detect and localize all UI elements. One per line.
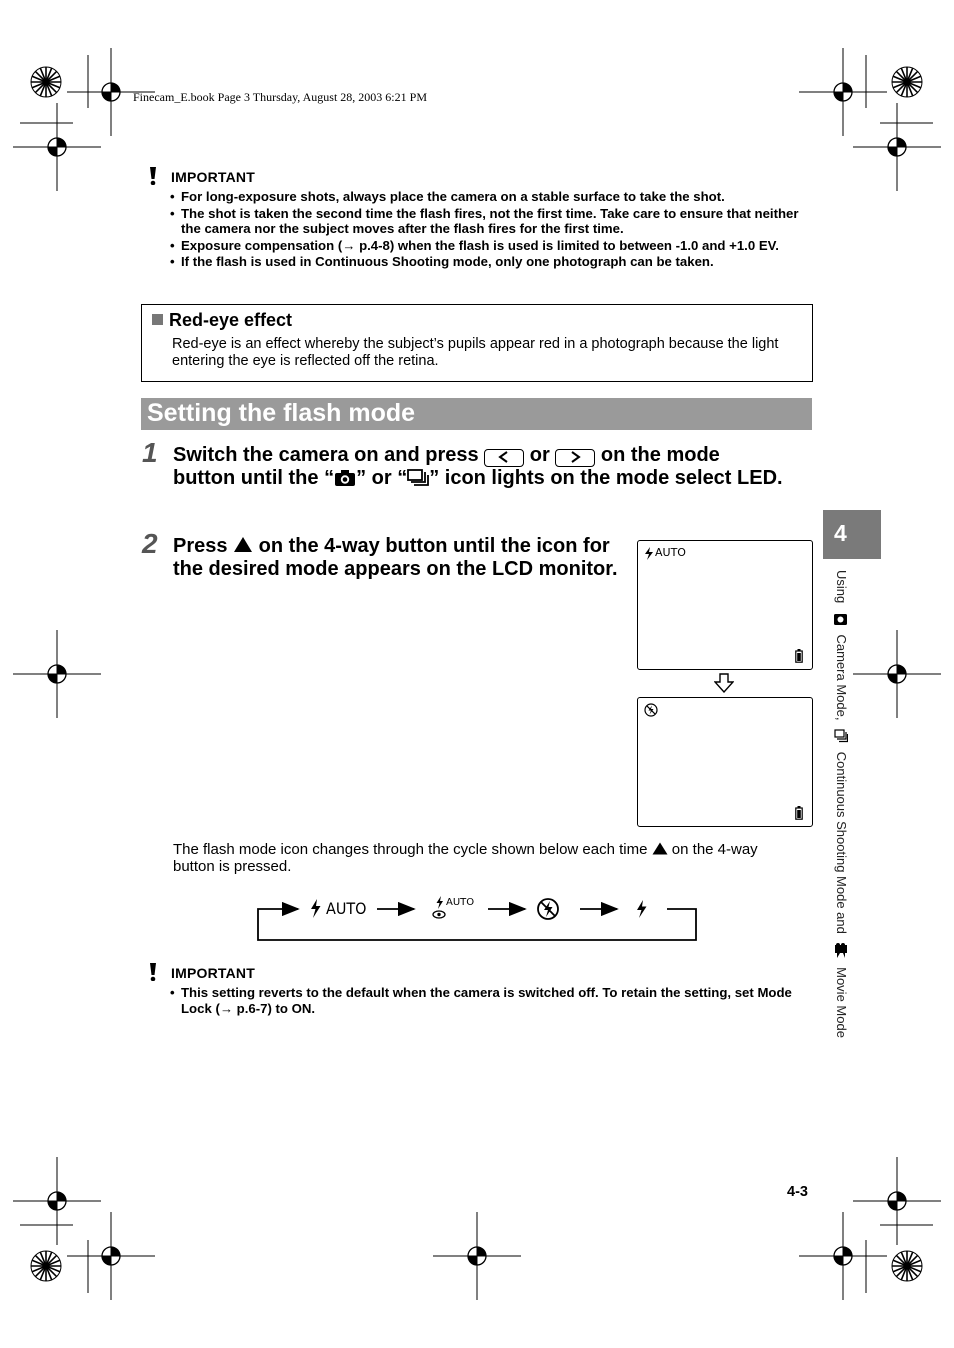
right-key-icon [555,449,595,467]
step-number-2: 2 [142,528,158,559]
list-item: • If the flash is used in Continuous Shooting mode, only one photograph can be taken. [170,254,815,270]
square-bullet-icon [152,314,163,325]
battery-icon [795,649,803,663]
cycle-redeye-auto-label: AUTO [446,897,475,908]
up-triangle-icon [652,842,668,855]
left-key-icon [484,449,524,467]
flash-auto-icon [311,899,321,918]
red-eye-flash-icon [437,896,444,909]
section-title: Setting the flash mode [147,399,416,427]
flash-mode-cycle-diagram [250,890,702,946]
step-2-text: Press on the 4-way button until the icon for the desired mode appears on the LCD monitor. [173,535,618,580]
red-eye-title: Red-eye effect [152,310,292,331]
print-header-line: Finecam_E.book Page 3 Thursday, August 28, 2003 6:21 PM [133,90,427,104]
flash-off-icon [538,899,558,919]
continuous-shooting-icon [834,729,848,743]
camera-icon [334,469,356,487]
important-icon [148,167,158,185]
red-eye-note-box [141,304,813,382]
battery-icon [795,806,803,820]
list-item: • The shot is taken the second time the flash fires, not the first time. Take care to ensure that neither the camera nor the subject moves after the flash fires for the first time. [170,206,815,237]
step-number-1: 1 [142,437,158,468]
important-title: IMPORTANT [171,965,255,981]
list-item: • For long-exposure shots, always place the camera on a stable surface to take the shot. [170,189,815,205]
important-list [170,189,815,271]
list-item: • Exposure compensation (→ p.4-8) when the flash is used is limited to between -1.0 and +1.0 EV. [170,238,815,254]
important-title: IMPORTANT [171,169,255,185]
step-1-text: Switch the camera on and press or on the mode button until the “ ” or “ ” icon lights on the mode select LED. [173,444,783,489]
camera-icon [834,612,848,626]
continuous-shooting-icon [407,469,429,487]
important-list [170,985,805,1017]
chapter-tab: 4 [823,510,881,559]
important-icon [148,963,158,981]
cycle-description: The flash mode icon changes through the cycle shown below each time on the 4-way button is pressed. [173,841,758,875]
cycle-auto-label: AUTO [326,899,367,918]
red-eye-description: Red-eye is an effect whereby the subject’s pupils appear red in a photograph because the light entering the eye is reflected off the retina. [172,336,779,369]
lcd-screen-flash-off [637,697,813,827]
lcd-auto-label: AUTO [655,546,686,559]
page-number: 4-3 [787,1184,808,1200]
lcd-screen-auto [637,540,813,670]
chapter-side-title: Using Camera Mode, Continuous Shooting Mode and Movie Mode [834,570,849,1038]
down-arrow-icon [714,673,734,693]
up-triangle-icon [233,536,253,553]
forced-flash-icon [637,900,647,918]
section-title-bar [141,398,812,430]
list-item: • This setting reverts to the default when the camera is switched off. To retain the setting, set Mode Lock (→ p.6-7) to ON. [170,985,805,1016]
flash-off-icon [644,703,658,717]
flash-icon [644,547,654,560]
movie-camera-icon [834,943,848,959]
